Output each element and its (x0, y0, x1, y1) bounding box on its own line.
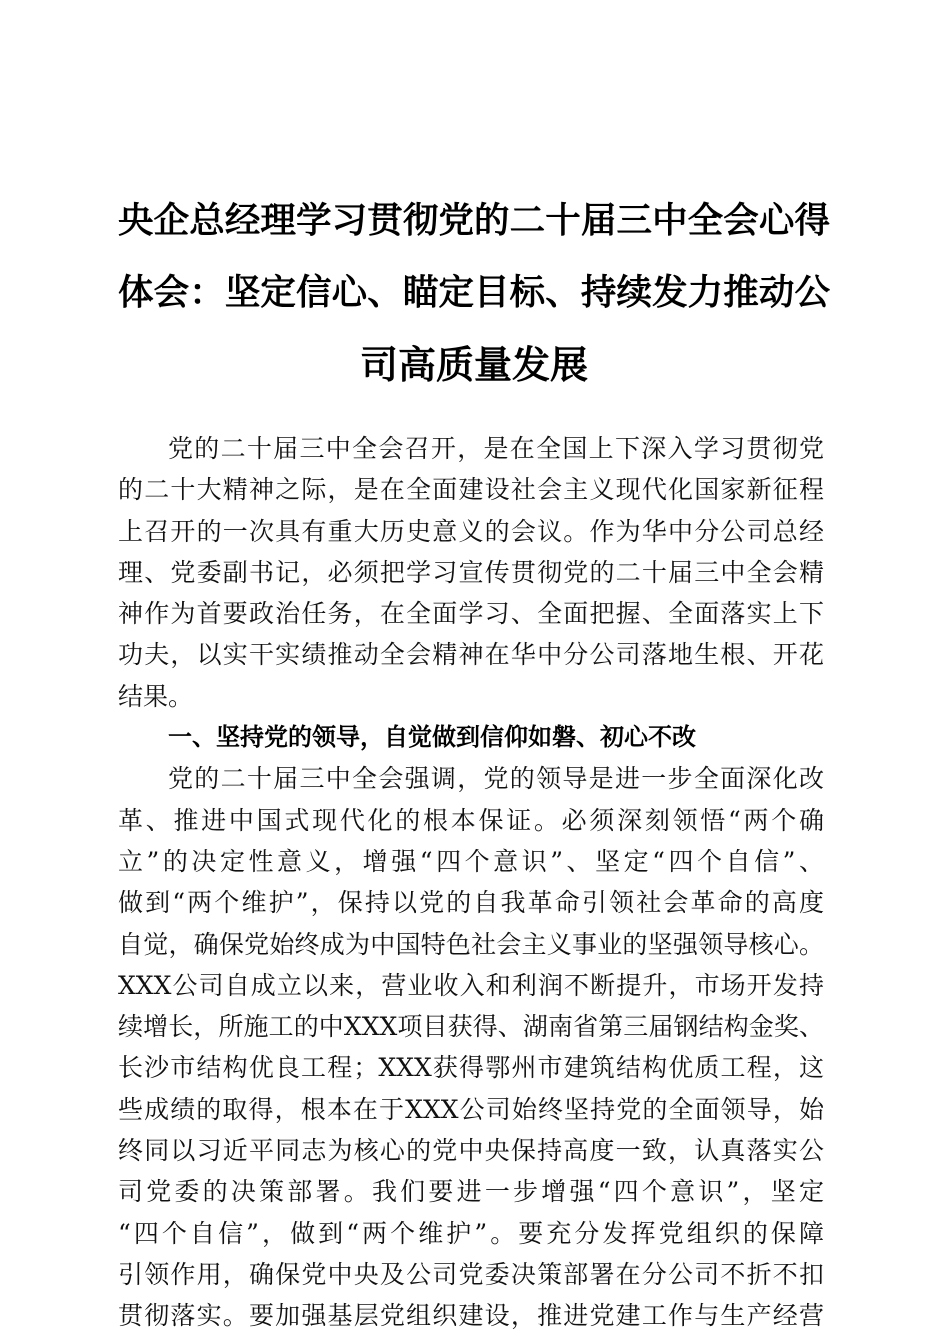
paragraph-line: 引领作用，确保党中央及公司党委决策部署在分公司不折不扣 (118, 1259, 824, 1289)
paragraph-line: 做到“两个维护”，保持以党的自我革命引领社会革命的高度 (118, 888, 824, 918)
paragraph-line: 续增长，所施工的中XXX项目获得、湖南省第三届钢结构金奖、 (118, 1012, 824, 1042)
paragraph-line: “四个自信”，做到“两个维护”。要充分发挥党组织的保障 (118, 1218, 824, 1248)
intro-paragraph (118, 428, 824, 717)
paragraph-line: 的二十大精神之际，是在全面建设社会主义现代化国家新征程 (118, 475, 824, 505)
paragraph-line: 理、党委副书记，必须把学习宣传贯彻党的二十届三中全会精 (118, 557, 824, 587)
paragraph-line: 功夫，以实干实绩推动全会精神在华中分公司落地生根、开花 (118, 640, 824, 670)
paragraph-line: 党的二十届三中全会召开，是在全国上下深入学习贯彻党 (168, 434, 824, 463)
title-line: 体会：坚定信心、瞄定目标、持续发力推动公 (118, 272, 830, 313)
document-title (118, 185, 830, 401)
paragraph-line: 结果。 (118, 681, 194, 711)
paragraph-line: 立”的决定性意义，增强“四个意识”、坚定“四个自信”、 (118, 846, 824, 876)
section-heading: 一、坚持党的领导，自觉做到信仰如磐、初心不改 (168, 723, 696, 752)
paragraph-line: 贯彻落实。要加强基层党组织建设，推进党建工作与生产经营 (118, 1301, 824, 1331)
title-line: 司高质量发展 (359, 343, 588, 387)
paragraph-line: 些成绩的取得，根本在于XXX公司始终坚持党的全面领导，始 (118, 1094, 824, 1124)
document-body (118, 428, 824, 1337)
paragraph-line: 神作为首要政治任务，在全面学习、全面把握、全面落实上下 (118, 599, 824, 629)
paragraph-line: 党的二十届三中全会强调，党的领导是进一步全面深化改 (168, 764, 824, 794)
paragraph-line: 上召开的一次具有重大历史意义的会议。作为华中分公司总经 (118, 516, 824, 546)
title-line: 央企总经理学习贯彻党的二十届三中全会心得 (118, 200, 830, 241)
paragraph-line: 终同以习近平同志为核心的党中央保持高度一致，认真落实公 (118, 1136, 824, 1166)
paragraph-line: XXX公司自成立以来，营业收入和利润不断提升，市场开发持 (118, 970, 824, 1000)
paragraph-line: 司党委的决策部署。我们要进一步增强“四个意识”，坚定 (118, 1177, 824, 1207)
paragraph-line: 长沙市结构优良工程；XXX获得鄂州市建筑结构优质工程，这 (118, 1053, 824, 1083)
paragraph-line: 革、推进中国式现代化的根本保证。必须深刻领悟“两个确 (118, 805, 824, 835)
section-1-paragraph (118, 758, 824, 1336)
paragraph-line: 自觉，确保党始终成为中国特色社会主义事业的坚强领导核心。 (118, 929, 824, 959)
